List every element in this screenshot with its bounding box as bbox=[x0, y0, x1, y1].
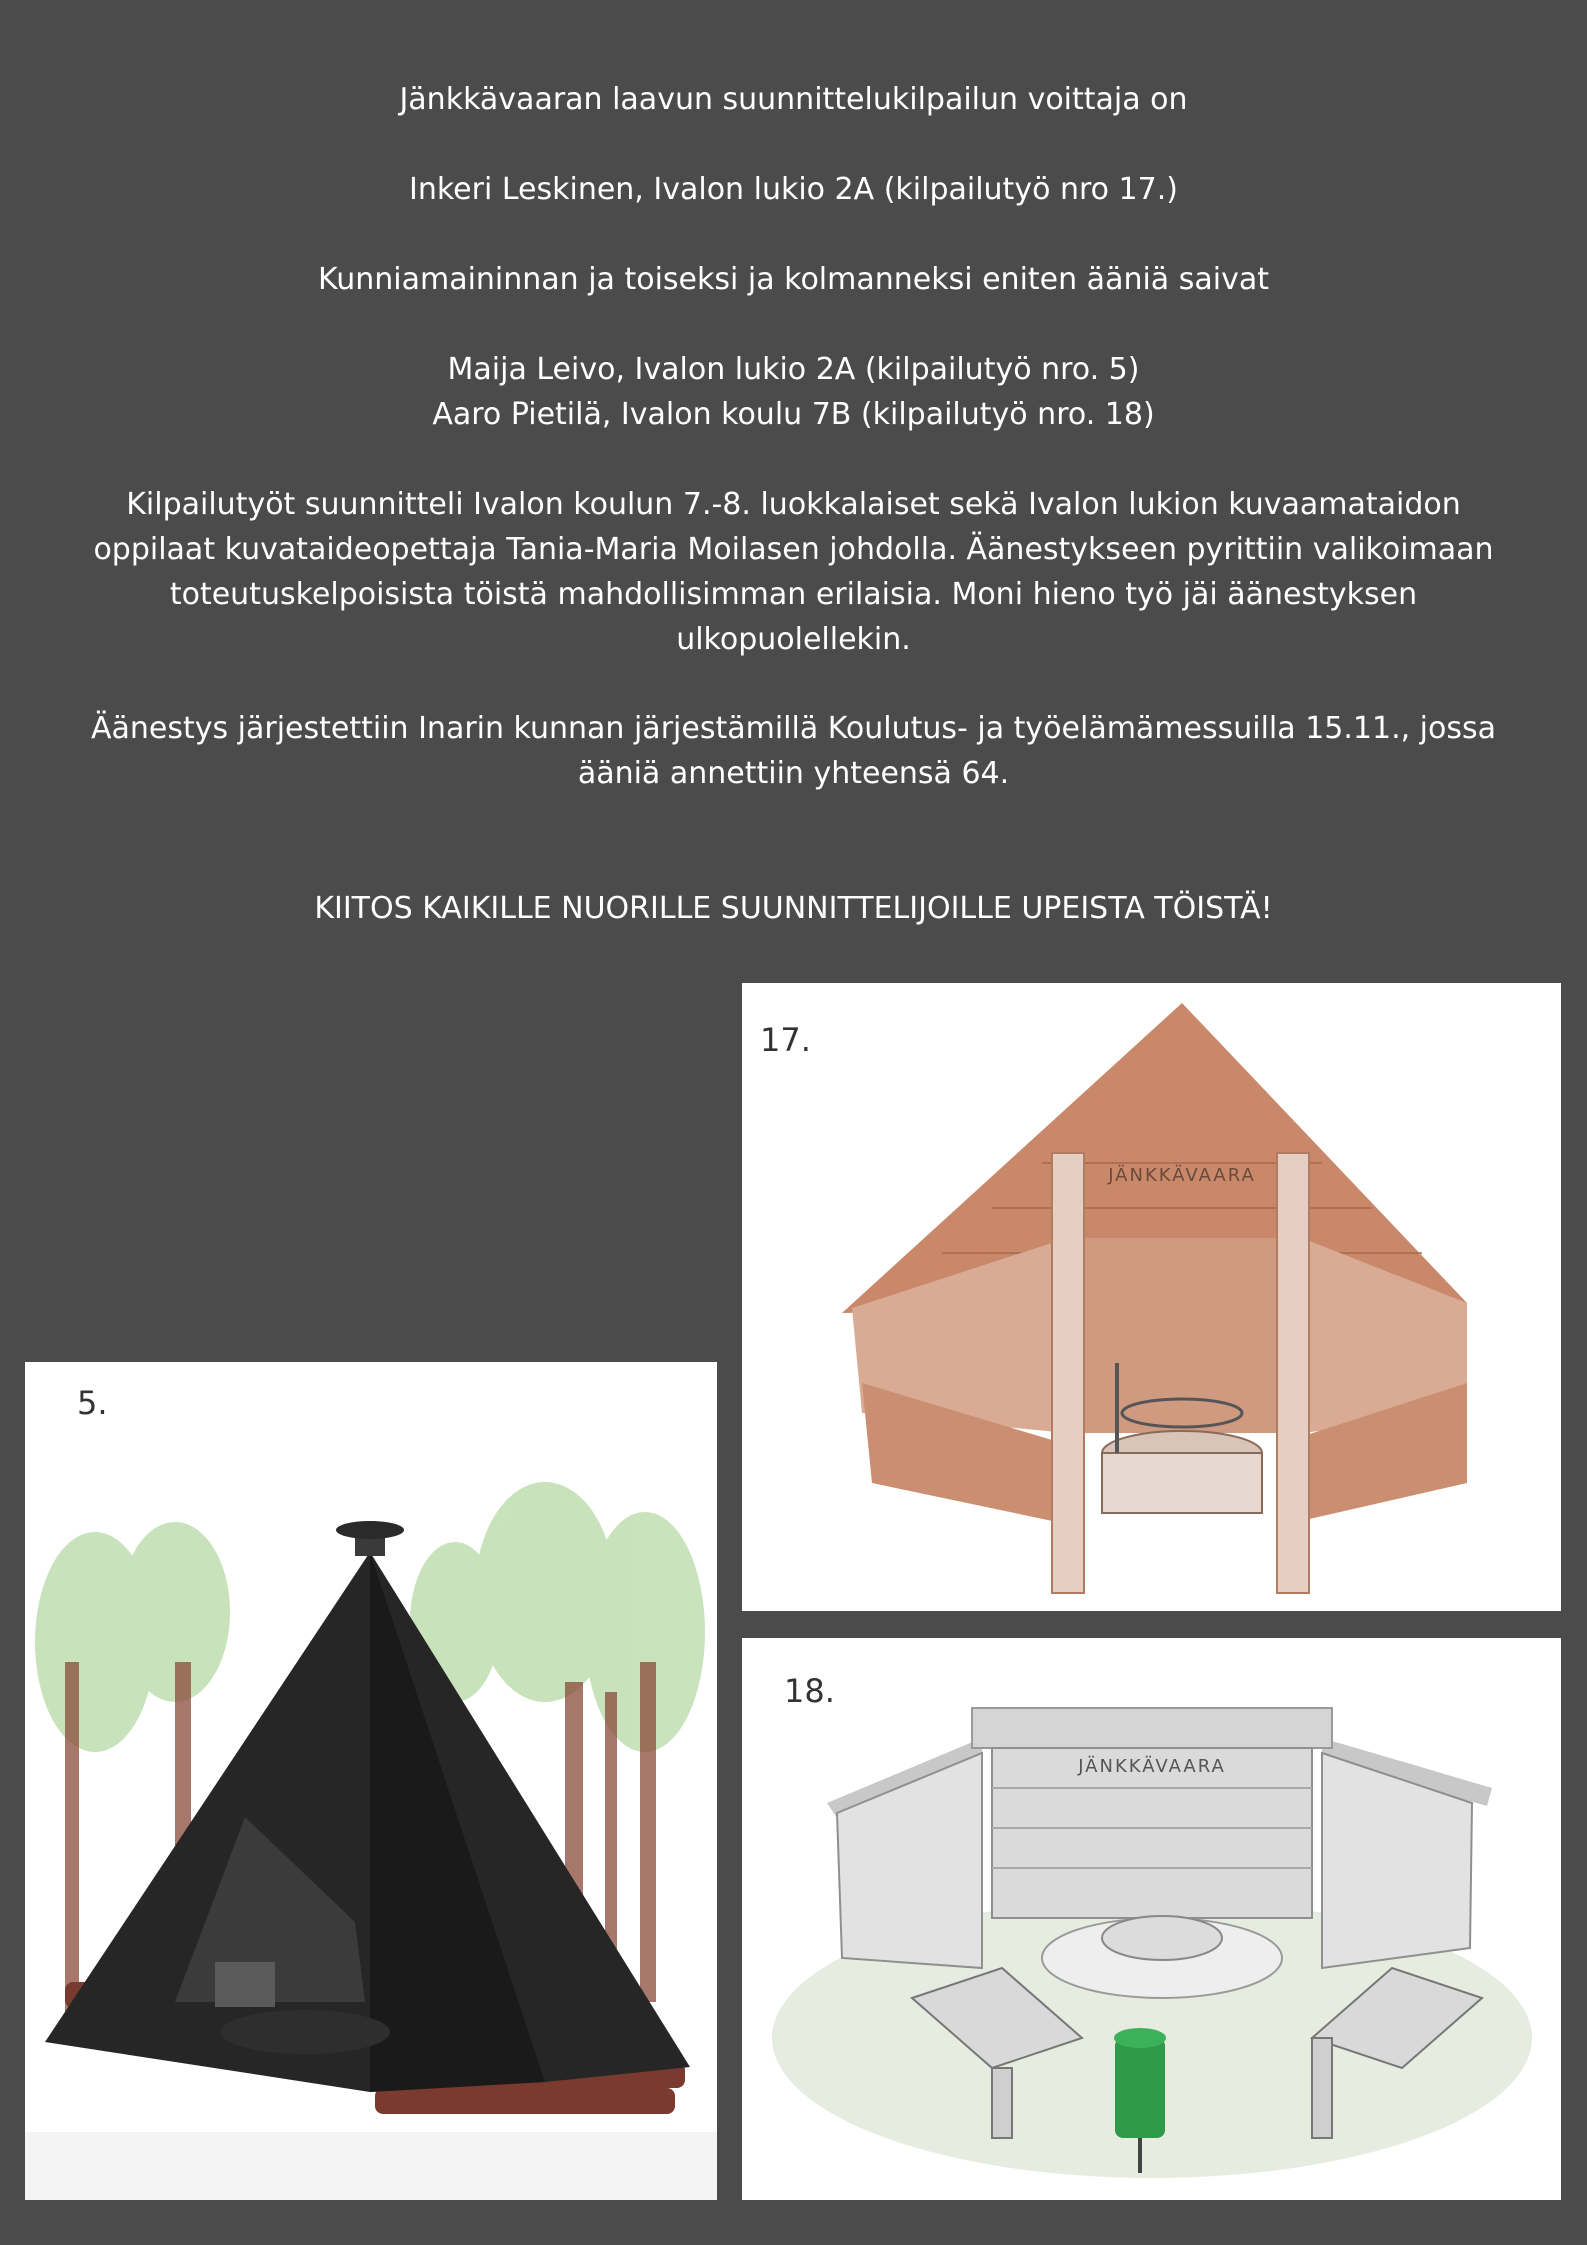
drawing-entry-18 bbox=[742, 1638, 1561, 2200]
body-line: toteutuskelpoisista töistä mahdollisimman erilaisia. Moni hieno työ jäi äänestyksen bbox=[169, 577, 1418, 612]
entry-number: 5. bbox=[77, 1384, 108, 1422]
honorable-entry: Aaro Pietilä, Ivalon koulu 7B (kilpailutyö nro. 18) bbox=[432, 397, 1155, 432]
vote-paragraph bbox=[40, 706, 1547, 796]
honorable-list bbox=[40, 347, 1547, 437]
body-line: Kilpailutyöt suunnitteli Ivalon koulun 7.-8. luokkalaiset sekä Ivalon lukion kuvaamataidon bbox=[126, 487, 1461, 522]
honorable-intro: Kunniamaininnan ja toiseksi ja kolmanneksi eniten ääniä saivat bbox=[318, 262, 1269, 297]
laavu-drawing-18 bbox=[742, 1638, 1561, 2200]
entry-number: 18. bbox=[784, 1672, 835, 1710]
vote-line: Äänestys järjestettiin Inarin kunnan järjestämillä Koulutus- ja työelämämessuilla 15.11., jossa bbox=[90, 711, 1497, 746]
entry-number: 17. bbox=[760, 1021, 811, 1059]
laavu-drawing-17 bbox=[742, 983, 1561, 1611]
drawing-entry-5 bbox=[25, 1362, 717, 2200]
drawing-entry-17 bbox=[742, 983, 1561, 1611]
winner-line: Inkeri Leskinen, Ivalon lukio 2A (kilpailutyö nro 17.) bbox=[409, 172, 1178, 207]
kota-tent-drawing bbox=[25, 1362, 717, 2200]
body-paragraph bbox=[40, 482, 1547, 662]
honorable-entry: Maija Leivo, Ivalon lukio 2A (kilpailutyö nro. 5) bbox=[447, 352, 1140, 387]
sign-text: JÄNKKÄVAARA bbox=[1078, 1756, 1226, 1777]
announcement-title: Jänkkävaaran laavun suunnittelukilpailun voittaja on bbox=[399, 82, 1188, 117]
body-line: oppilaat kuvataideopettaja Tania-Maria Moilasen johdolla. Äänestykseen pyrittiin valikoimaan bbox=[93, 532, 1494, 567]
thanks-line: KIITOS KAIKILLE NUORILLE SUUNNITTELIJOILLE UPEISTA TÖISTÄ! bbox=[314, 891, 1273, 926]
sign-text: JÄNKKÄVAARA bbox=[1108, 1165, 1256, 1186]
vote-line: ääniä annettiin yhteensä 64. bbox=[577, 756, 1010, 791]
body-line: ulkopuolellekin. bbox=[676, 622, 911, 657]
